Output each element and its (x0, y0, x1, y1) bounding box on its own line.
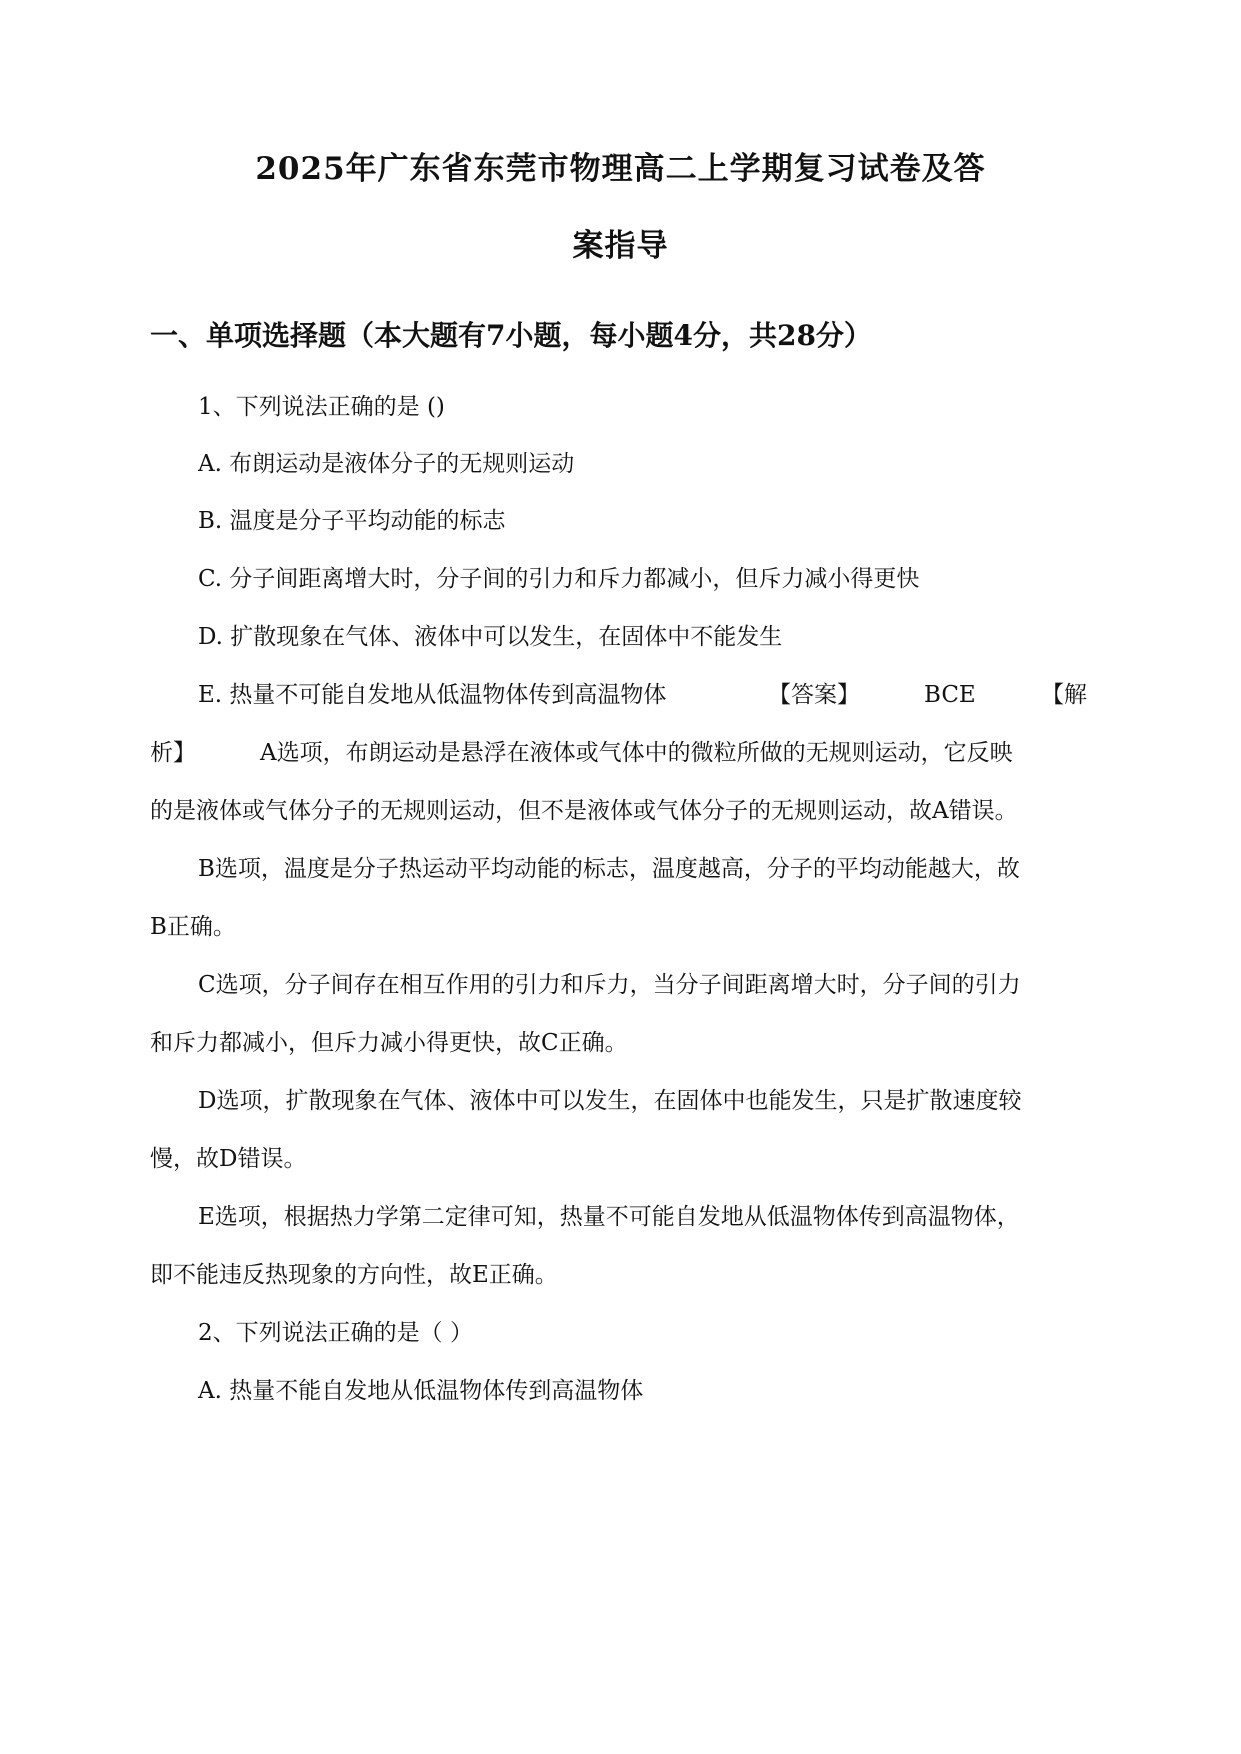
question-1-stem: 1、下列说法正确的是 () (198, 394, 445, 420)
question-1-option-d: D. 扩散现象在气体、液体中可以发生，在固体中不能发生 (198, 624, 783, 650)
question-2-option-a: A. 热量不能自发地从低温物体传到高温物体 (198, 1378, 644, 1404)
analysis-c-text-1: C选项，分子间存在相互作用的引力和斥力，当分子间距离增大时，分子间的引力 (198, 972, 1021, 998)
answer-value: BCE (924, 682, 976, 708)
analysis-e-text-1: E选项，根据热力学第二定律可知，热量不可能自发地从低温物体传到高温物体， (198, 1204, 1020, 1230)
question-1-option-b: B. 温度是分子平均动能的标志 (198, 508, 506, 534)
analysis-a-row-1 (150, 738, 1090, 768)
document-title-line-2: 案指导 (572, 228, 669, 264)
analysis-b-text-1: B选项，温度是分子热运动平均动能的标志，温度越高，分子的平均动能越大，故 (198, 856, 1020, 882)
analysis-d-text-1: D选项，扩散现象在气体、液体中可以发生，在固体中也能发生，只是扩散速度较 (198, 1088, 1022, 1114)
question-1-option-a: A. 布朗运动是液体分子的无规则运动 (198, 451, 575, 477)
analysis-a-text-1: A选项，布朗运动是悬浮在液体或气体中的微粒所做的无规则运动，它反映 (260, 740, 1013, 766)
analysis-a-text-2: 的是液体或气体分子的无规则运动，但不是液体或气体分子的无规则运动，故A错误。 (150, 798, 1018, 824)
section-heading: 一、单项选择题（本大题有7小题，每小题4分，共28分） (150, 319, 872, 352)
analysis-c-text-2: 和斥力都减小，但斥力减小得更快，故C正确。 (150, 1030, 628, 1056)
question-1-option-c: C. 分子间距离增大时，分子间的引力和斥力都减小，但斥力减小得更快 (198, 566, 920, 592)
document-title-line-1: 2025年广东省东莞市物理高二上学期复习试卷及答 (255, 151, 986, 187)
analysis-e-text-2: 即不能违反热现象的方向性，故E正确。 (150, 1262, 558, 1288)
question-1-option-e-row (198, 680, 1091, 710)
analysis-b-text-2: B正确。 (150, 914, 236, 940)
analysis-label-part-1: 【解 (1041, 682, 1087, 708)
question-1-option-e: E. 热量不可能自发地从低温物体传到高温物体 (198, 682, 667, 708)
answer-label: 【答案】 (768, 682, 860, 708)
question-2-stem: 2、下列说法正确的是（ ） (198, 1320, 473, 1346)
analysis-label-part-2: 析】 (150, 740, 196, 766)
analysis-d-text-2: 慢，故D错误。 (150, 1146, 307, 1172)
